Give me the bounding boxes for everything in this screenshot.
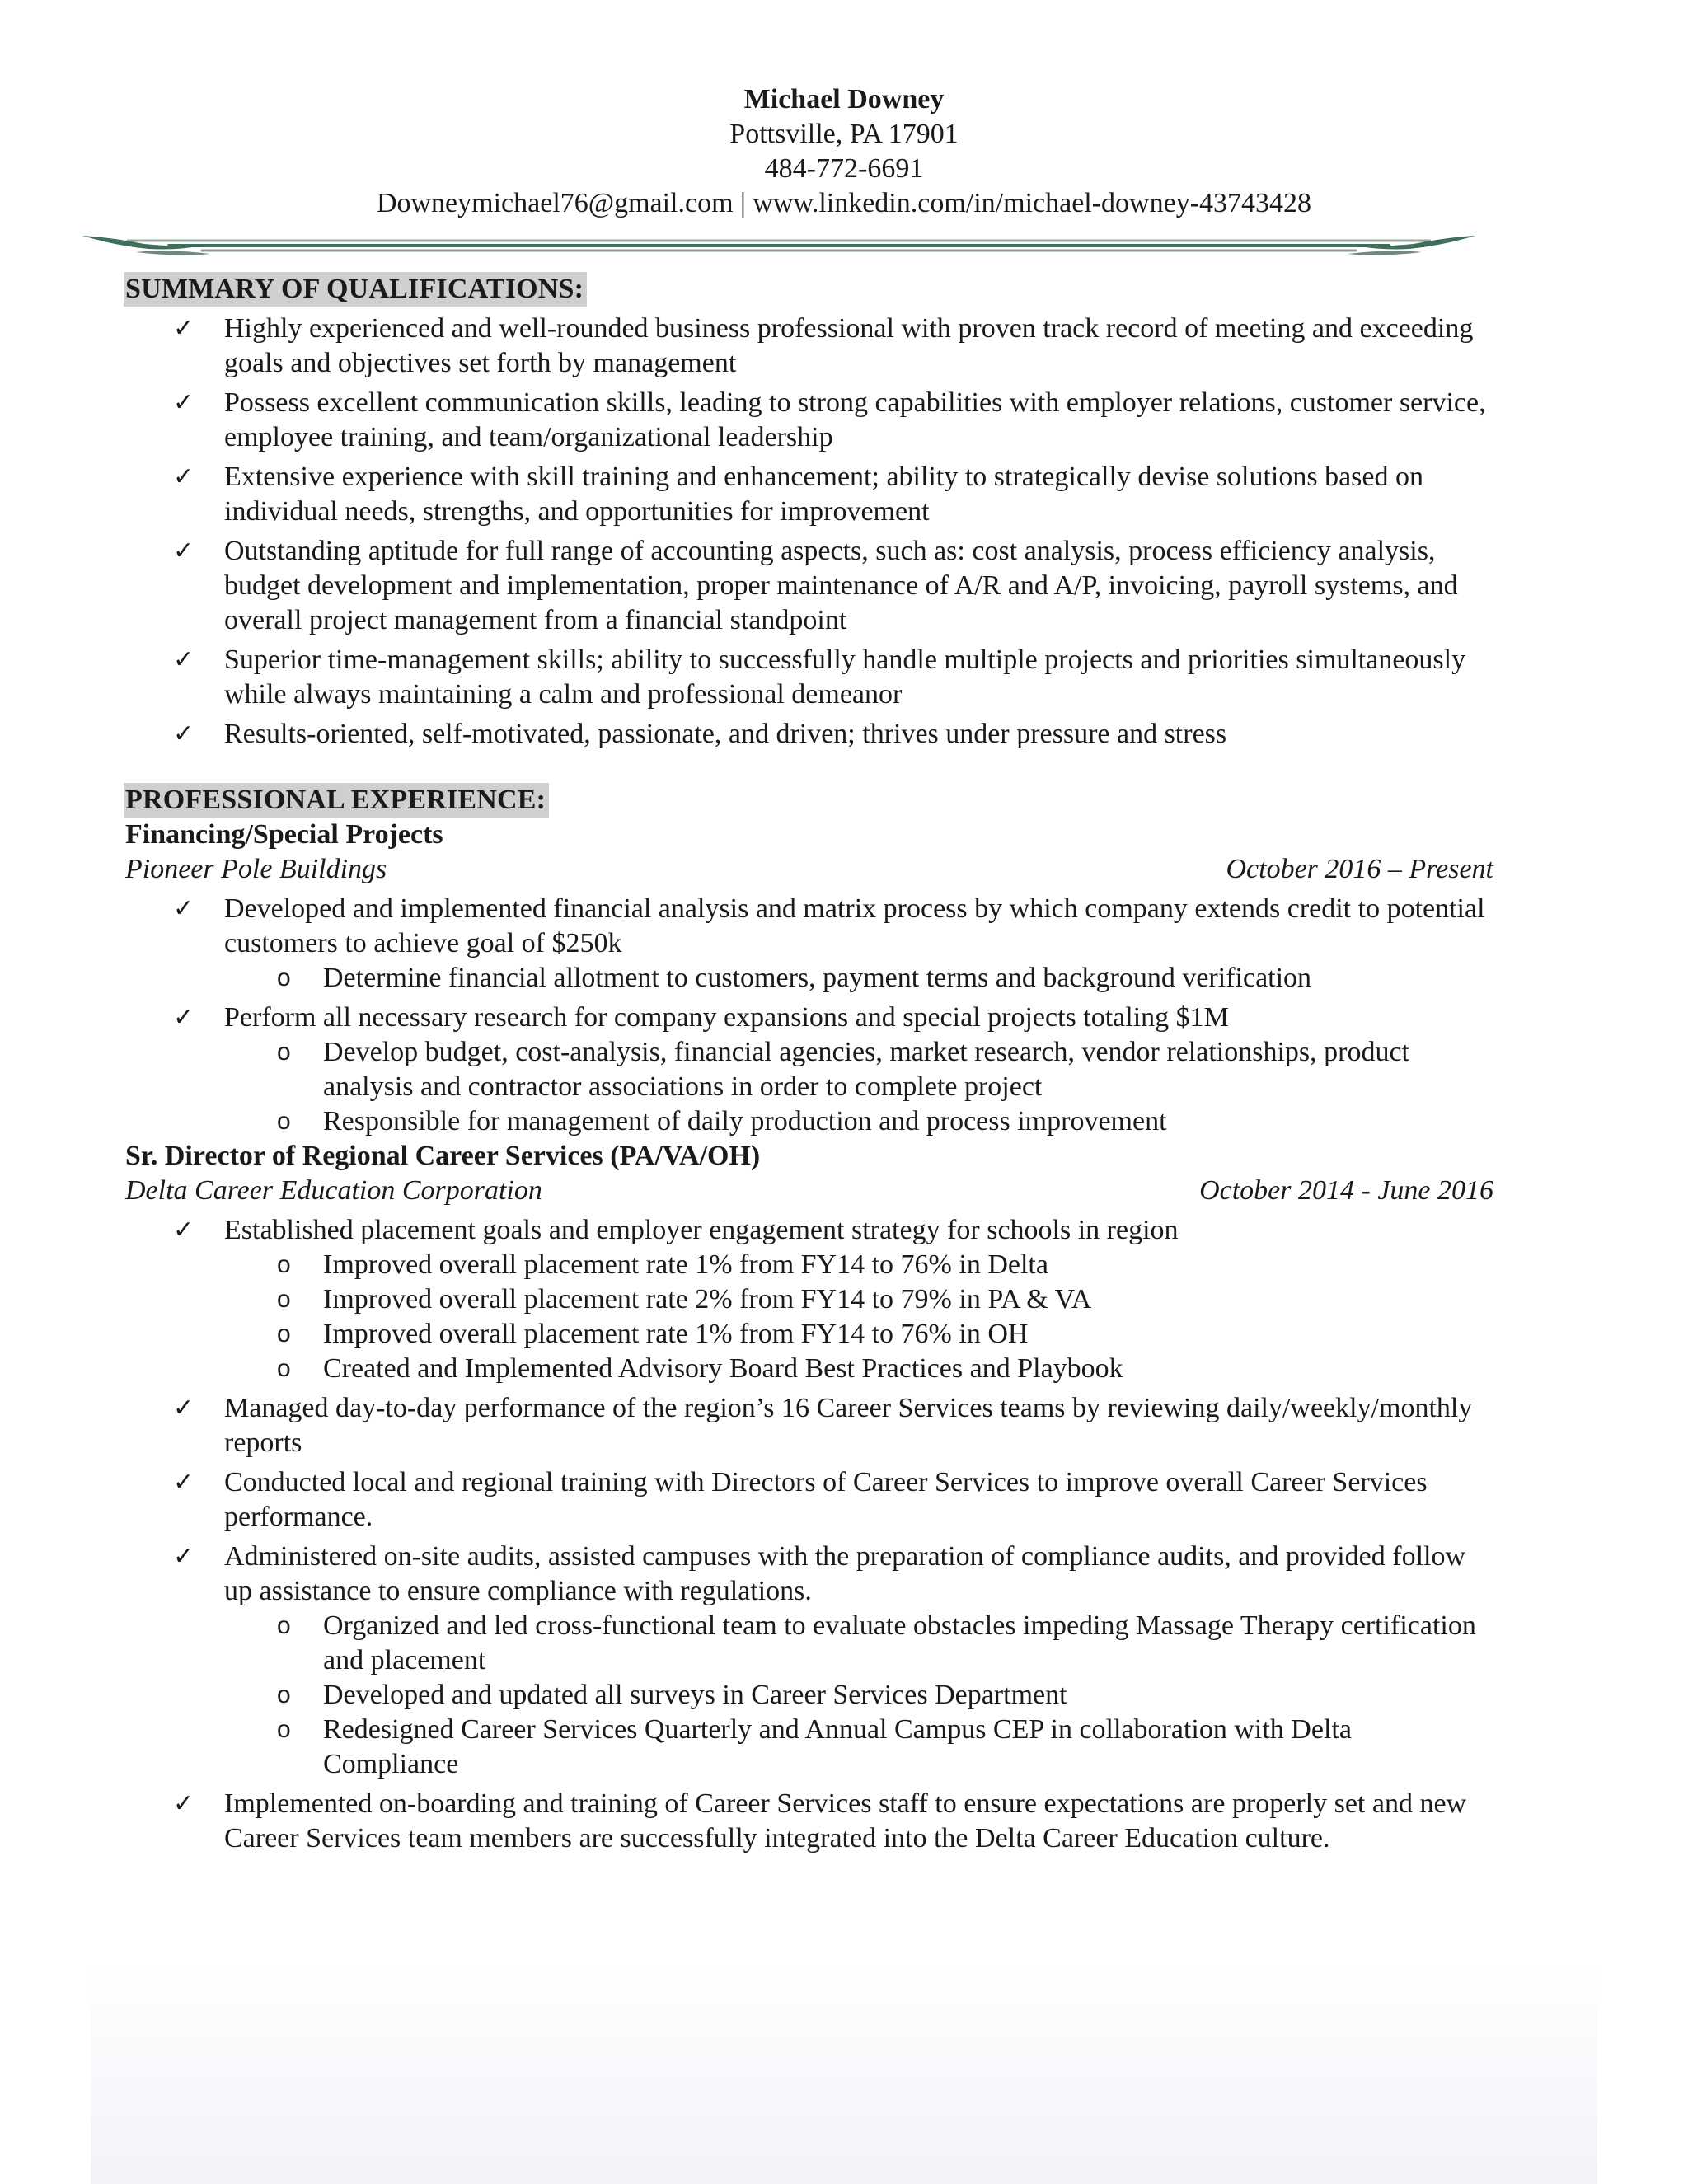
job-subbullet: o Developed and updated all surveys in Career Services Department <box>125 1678 1493 1713</box>
job-subbullet: o Responsible for management of daily production and process improvement <box>125 1104 1493 1139</box>
job-bullets <box>125 1391 1493 1609</box>
summary-heading: SUMMARY OF QUALIFICATIONS: <box>124 272 587 307</box>
summary-item: ✓ Outstanding aptitude for full range of accounting aspects, such as: cost analysis, process efficiency analysis, budget development and implementation, proper maintenance of A/R and A/P, invoicing, payroll systems, and overall project management from a financial standpoint <box>173 536 1458 635</box>
divider-left-tail <box>136 251 210 255</box>
circle-bullet-icon: o <box>277 1681 291 1708</box>
check-icon: ✓ <box>173 462 195 491</box>
job-entry <box>125 1139 1493 1856</box>
check-icon: ✓ <box>173 719 195 748</box>
check-icon: ✓ <box>173 1216 195 1244</box>
summary-section <box>125 272 1493 752</box>
job-subbullet: o Redesigned Career Services Quarterly and Annual Campus CEP in collaboration with Delta Compliance <box>277 1714 1352 1779</box>
email-link[interactable]: Downeymichael76@gmail.com <box>376 188 734 218</box>
contact-separator: | <box>740 188 746 218</box>
summary-item: ✓ Superior time-management skills; ability to successfully handle multiple projects and priorities simultaneously while always maintaining a calm and professional demeanor <box>173 644 1466 710</box>
ornamental-divider <box>78 229 1479 265</box>
job-bullets <box>125 1213 1493 1248</box>
check-icon: ✓ <box>173 1468 195 1497</box>
job-title: Sr. Director of Regional Career Services (PA/VA/OH) <box>125 1141 761 1171</box>
divider-right-swoosh <box>1356 236 1475 250</box>
job-bullet: ✓ Developed and implemented financial analysis and matrix process by which company extends credit to potential customers to achieve goal of $250k <box>173 893 1485 958</box>
job-dates: October 2014 - June 2016 <box>1199 1175 1493 1206</box>
summary-item: ✓ Extensive experience with skill training and enhancement; ability to strategically devise solutions based on individual needs, strengths, and opportunities for improvement <box>173 462 1423 527</box>
job-company: Delta Career Education Corporation <box>125 1175 542 1206</box>
job-company: Pioneer Pole Buildings <box>125 854 387 884</box>
job-subbullet: o Organized and led cross-functional team to evaluate obstacles impeding Massage Therapy certification and placement <box>277 1610 1476 1675</box>
job-subbullets <box>125 961 1493 996</box>
check-icon: ✓ <box>173 1789 195 1818</box>
circle-bullet-icon: o <box>277 1355 291 1382</box>
contact-header <box>0 82 1688 221</box>
job-meta <box>125 1174 1493 1208</box>
check-icon: ✓ <box>173 1003 195 1032</box>
job-subbullet: o Improved overall placement rate 2% from FY14 to 79% in PA & VA <box>125 1282 1493 1317</box>
candidate-address: Pottsville, PA 17901 <box>729 119 959 149</box>
job-bullet: ✓ Established placement goals and employer engagement strategy for schools in region <box>125 1213 1493 1248</box>
job-bullet: ✓ Implemented on-boarding and training of Career Services staff to ensure expectations are properly set and new Career Services team members are successfully integrated into the Delta Career Education culture. <box>173 1788 1467 1854</box>
job-entry <box>125 818 1493 1139</box>
circle-bullet-icon: o <box>277 1286 291 1313</box>
job-bullet: ✓ Perform all necessary research for company expansions and special projects totaling $1M <box>125 1001 1493 1035</box>
summary-item: ✓ Possess excellent communication skills, leading to strong capabilities with employer relations, customer service, employee training, and team/organizational leadership <box>173 387 1486 452</box>
job-subbullet: o Develop budget, cost-analysis, financial agencies, market research, vendor relationships, product analysis and contractor associations in order to complete project <box>277 1037 1409 1102</box>
summary-item: ✓ Results-oriented, self-motivated, passionate, and driven; thrives under pressure and stress <box>125 717 1493 752</box>
divider-right-tail <box>1348 251 1422 255</box>
job-subbullet: o Improved overall placement rate 1% from FY14 to 76% in OH <box>125 1317 1493 1352</box>
circle-bullet-icon: o <box>277 1108 291 1135</box>
resume-body <box>125 272 1493 1856</box>
check-icon: ✓ <box>173 1542 195 1571</box>
circle-bullet-icon: o <box>277 1038 291 1066</box>
check-icon: ✓ <box>173 537 195 565</box>
summary-item: ✓ Highly experienced and well-rounded business professional with proven track record of meeting and exceeding goals and objectives set forth by management <box>173 313 1474 378</box>
job-bullet: ✓ Conducted local and regional training with Directors of Career Services to improve overall Career Services performance. <box>173 1467 1428 1532</box>
linkedin-link[interactable]: www.linkedin.com/in/michael-downey-43743428 <box>753 188 1312 218</box>
candidate-phone: 484-772-6691 <box>764 153 924 184</box>
circle-bullet-icon: o <box>277 964 291 991</box>
summary-list <box>125 312 1493 752</box>
job-bullets <box>125 1001 1493 1035</box>
job-bullets <box>125 1787 1493 1856</box>
job-title: Financing/Special Projects <box>125 819 443 850</box>
check-icon: ✓ <box>173 645 195 674</box>
check-icon: ✓ <box>173 314 195 343</box>
check-icon: ✓ <box>173 388 195 417</box>
candidate-name: Michael Downey <box>743 84 945 115</box>
job-bullet: ✓ Managed day-to-day performance of the region’s 16 Career Services teams by reviewing daily/weekly/monthly reports <box>173 1393 1473 1458</box>
circle-bullet-icon: o <box>277 1320 291 1347</box>
job-dates: October 2016 – Present <box>1226 854 1493 884</box>
circle-bullet-icon: o <box>277 1251 291 1278</box>
check-icon: ✓ <box>173 1394 195 1422</box>
check-icon: ✓ <box>173 894 195 923</box>
divider-left-swoosh <box>82 236 202 250</box>
circle-bullet-icon: o <box>277 1612 291 1639</box>
circle-bullet-icon: o <box>277 1716 291 1743</box>
job-subbullets <box>125 1609 1493 1782</box>
experience-section <box>125 783 1493 1856</box>
experience-heading: PROFESSIONAL EXPERIENCE: <box>124 783 549 818</box>
job-subbullet: o Created and Implemented Advisory Board Best Practices and Playbook <box>125 1352 1493 1386</box>
job-bullet: ✓ Administered on-site audits, assisted campuses with the preparation of compliance audits, and provided follow up assistance to ensure compliance with regulations. <box>173 1541 1466 1606</box>
job-subbullets <box>125 1035 1493 1139</box>
job-subbullets <box>125 1248 1493 1386</box>
contact-line <box>0 186 1688 221</box>
job-meta <box>125 852 1493 887</box>
job-bullets <box>125 892 1493 961</box>
job-subbullet: o Improved overall placement rate 1% from FY14 to 76% in Delta <box>125 1248 1493 1282</box>
job-subbullet: o Determine financial allotment to customers, payment terms and background verification <box>125 961 1493 996</box>
